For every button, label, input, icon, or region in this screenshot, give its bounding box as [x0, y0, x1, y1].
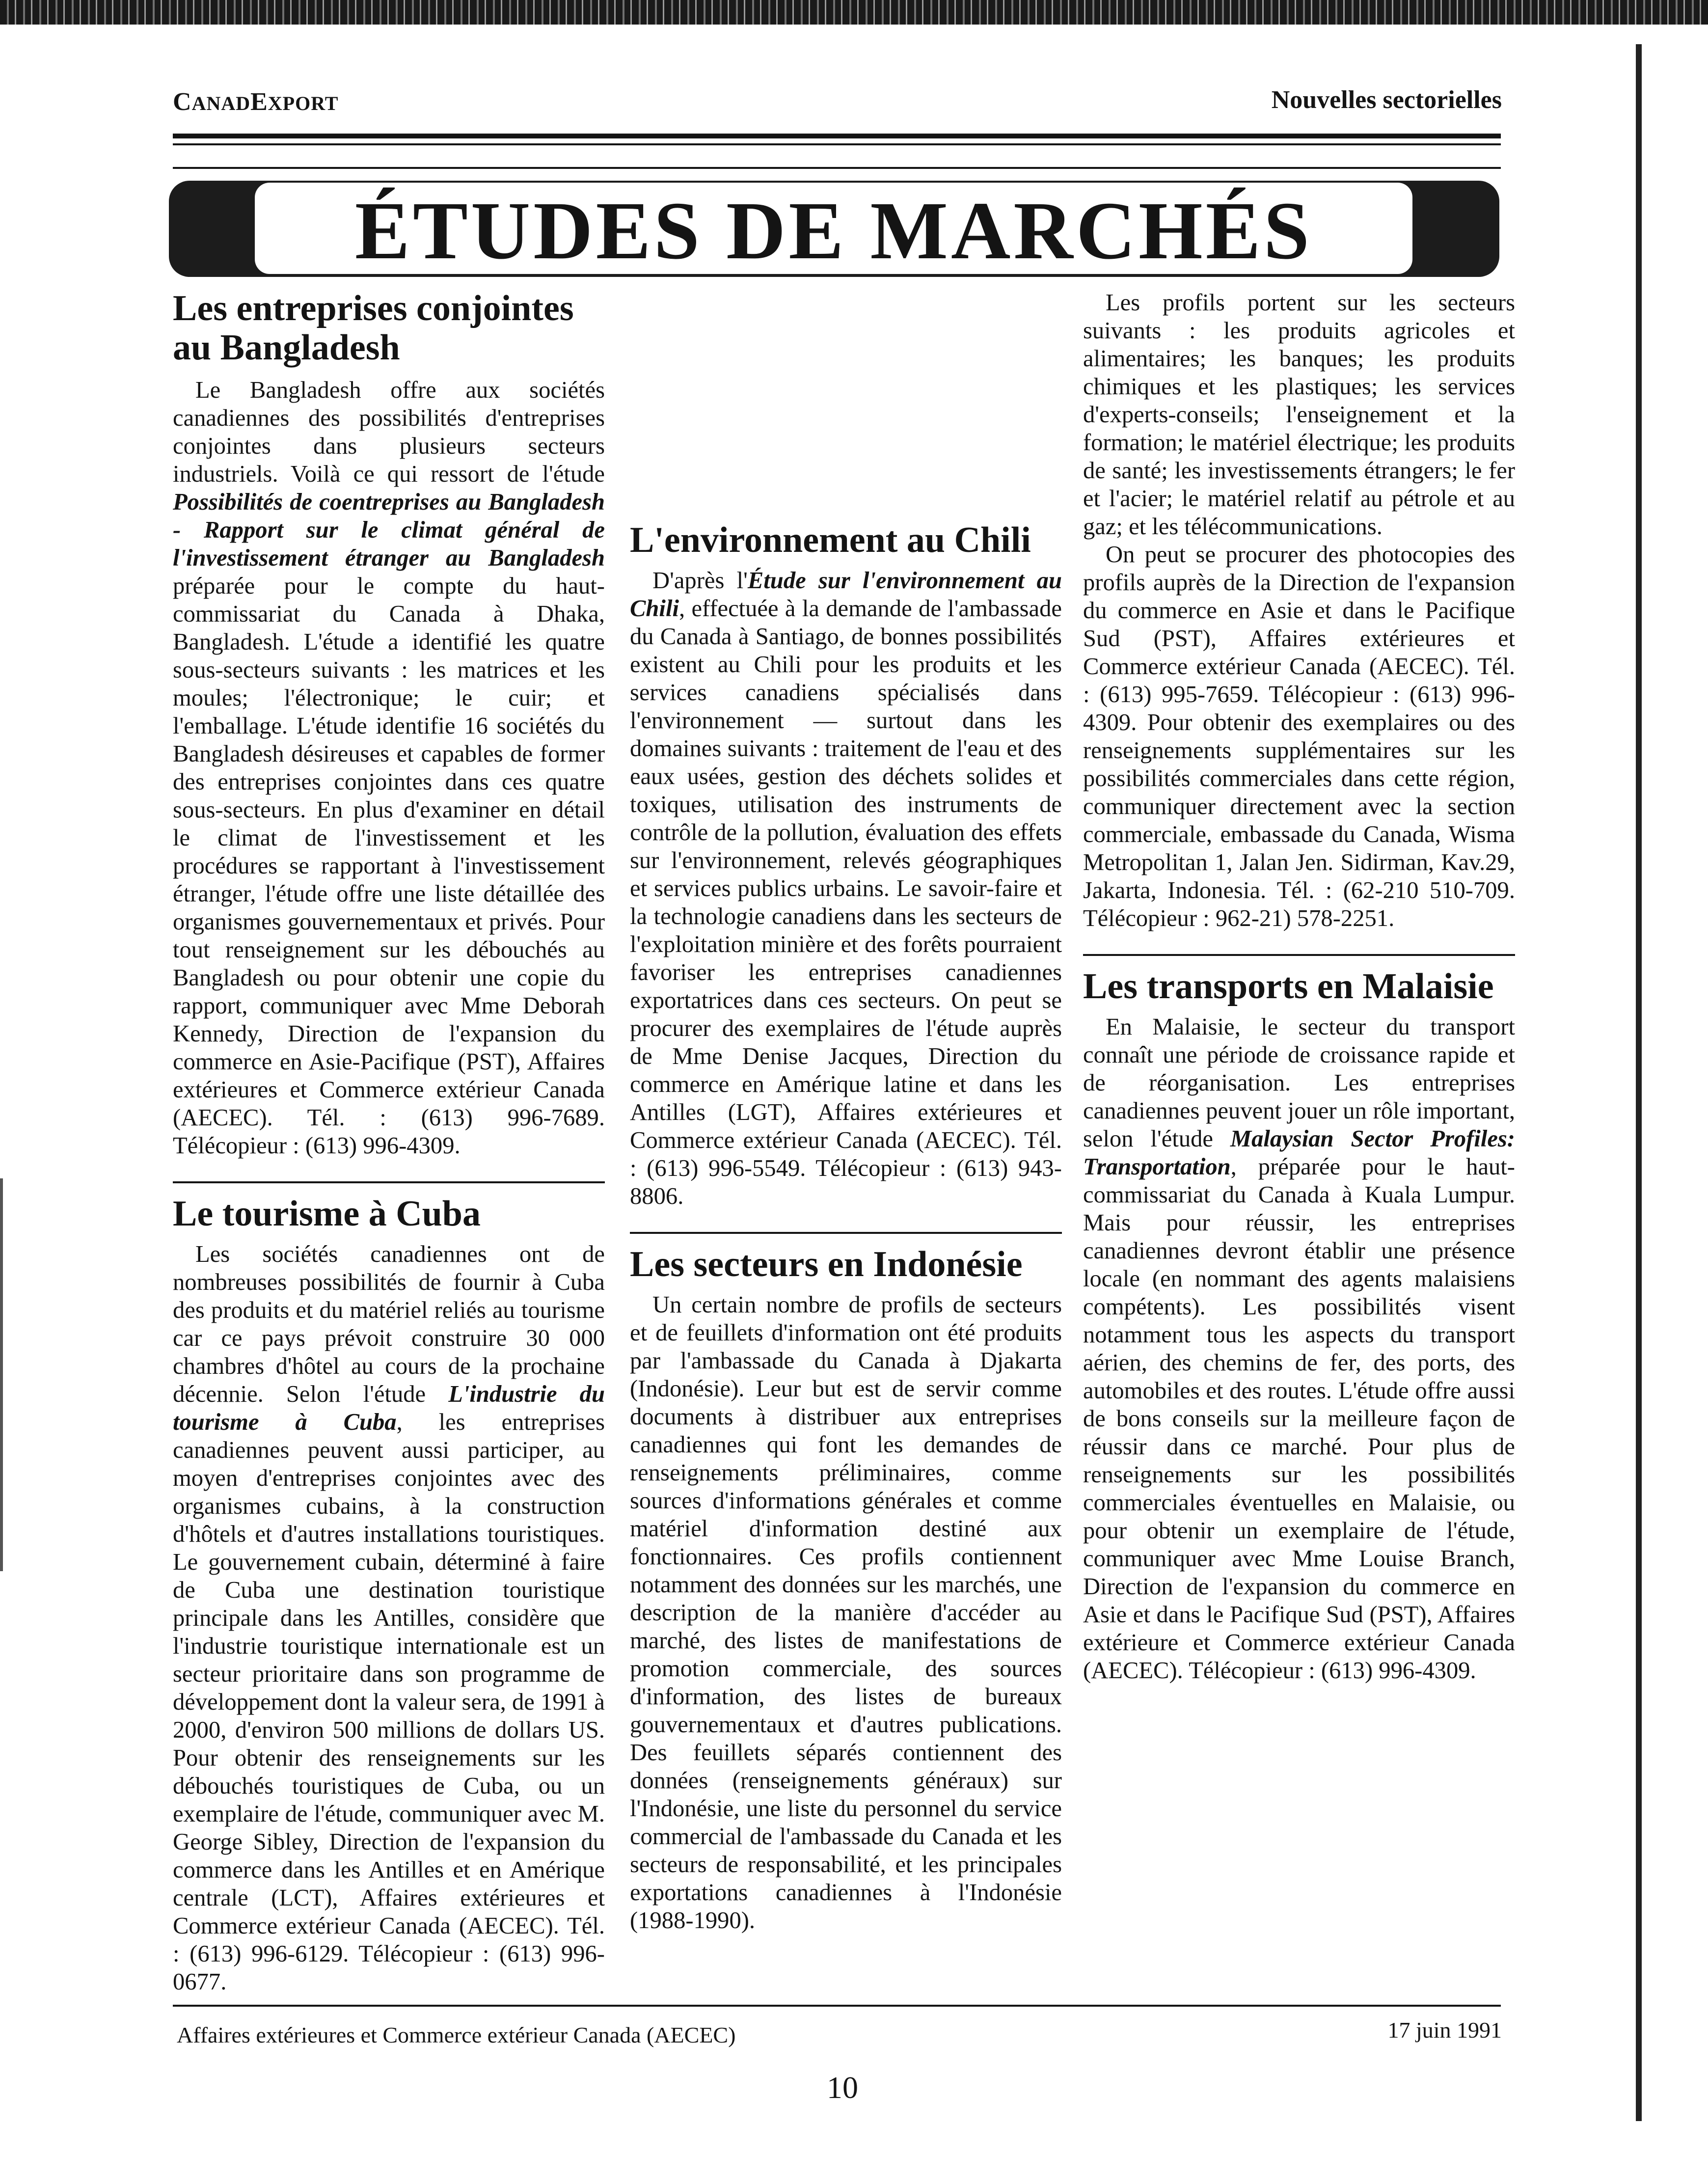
article-title: Les entreprises conjointes au Bangladesh — [173, 288, 574, 368]
footer-date: 17 juin 1991 — [1387, 2017, 1502, 2043]
scan-border-top — [0, 0, 1708, 25]
column-2 — [630, 520, 1062, 1935]
banner-title: ÉTUDES DE MARCHÉS — [354, 185, 1313, 276]
section-name: Nouvelles sectorielles — [1271, 86, 1502, 114]
article-title: Les secteurs en Indonésie — [630, 1244, 1023, 1284]
article-body: En Malaisie, le secteur du transport connaît une période de croissance rapide et de réorganisation. Les entreprises canadiennes peuvent jouer un rôle important, selon l'étude Malaysian Sector Profiles: Transportation, préparée pour le haut-commissariat du Canada à Kuala Lumpur. Mais pour réussir, les entreprises canadiennes devront établir une présence locale (en nommant des agents malaisiens compétents). Les possibilités visent notamment tous les aspects du transport aérien, des chemins de fer, des ports, des automobiles et des routes. L'étude offre aussi de bons conseils sur la meilleure façon de réussir dans ce marché. Pour plus de renseignements sur les possibilités commerciales éventuelles en Malaisie, ou pour obtenir un exemplaire de l'étude, communiquer avec Mme Louise Branch, Direction de l'expansion du commerce en Asie et dans le Pacifique Sud (PST), Affaires extérieure et Commerce extérieur Canada (AECEC). Télécopieur : (613) 996-4309. — [1083, 1013, 1515, 1684]
article-body: Les profils portent sur les secteurs suivants : les produits agricoles et alimentaires; les banques; les produits chimiques et les plastiques; les services d'experts-conseils; l'enseignement et la formation; le matériel électrique; les produits de santé; les investissements étrangers; le fer et l'acier; le matériel relatif au pétrole et au gaz; et les télécommunications. — [1083, 289, 1515, 540]
publication-name: CANADEXPORT — [173, 88, 339, 116]
article-title: Les transports en Malaisie — [1083, 966, 1494, 1007]
article-indonesie — [630, 1245, 1062, 1935]
scan-border-left — [0, 1178, 3, 1571]
article-title: L'environnement au Chili — [630, 520, 1031, 560]
article-chili — [630, 520, 1062, 1210]
article-body: On peut se procurer des photocopies des profils auprès de la Direction de l'expansion du commerce en Asie et dans le Pacifique Sud (PST), Affaires extérieures et Commerce extérieur Canada (AECEC). Tél. : (613) 995-7659. Télécopieur : (613) 996-4309. Pour obtenir des exemplaires ou des renseignements supplémentaires sur les possibilités commerciales dans cette région, communiquer directement avec la section commerciale, embassade du Canada, Wisma Metropolitan 1, Jalan Jen. Sidirman, Kav.29, Jakarta, Indonesia. Tél. : (62-210 510-709. Télécopieur : 962-21) 578-2251. — [1083, 541, 1515, 931]
article-title: Le tourisme à Cuba — [173, 1194, 481, 1234]
footer-rule — [173, 2005, 1501, 2007]
study-title: L'industrie du tourisme à Cuba — [173, 1381, 605, 1435]
footer-publisher: Affaires extérieures et Commerce extérieur Canada (AECEC) — [177, 2022, 736, 2047]
header-rule-thick — [173, 134, 1501, 138]
header-rule-lower — [173, 167, 1501, 169]
header-rule-thin — [173, 143, 1501, 145]
column-3 — [1083, 289, 1515, 1685]
study-title: Possibilités de coentreprises au Bangladesh - Rapport sur le climat général de l'investissement étranger au Bangladesh — [173, 489, 605, 571]
article-separator — [1083, 954, 1515, 956]
article-body: D'après l'Étude sur l'environnement au Chili, effectuée à la demande de l'ambassade du Canada à Santiago, de bonnes possibilités existent au Chili pour les produits et les services canadiens spécialisés dans l'environnement — surtout dans les domaines suivants : traitement de l'eau et des eaux usées, gestion des déchets solides et toxiques, utilisation des instruments de contrôle de la pollution, évaluation des effets sur l'environnement, relevés géographiques et services publics urbains. Le savoir-faire et la technologie canadiens dans les secteurs de l'exploitation minière et des forêts pourraient favoriser les entreprises canadiennes exportatrices dans ces secteurs. On peut se procurer des exemplaires de l'étude auprès de Mme Denise Jacques, Direction du commerce en Amérique latine et dans les Antilles (LGT), Affaires extérieures et Commerce extérieur Canada (AECEC). Tél. : (613) 996-5549. Télécopieur : (613) 943-8806. — [630, 567, 1062, 1209]
article-separator — [173, 1181, 605, 1183]
section-banner-inner — [255, 183, 1412, 274]
article-bangladesh — [173, 289, 605, 1160]
article-cuba — [173, 1194, 605, 1996]
column-1 — [173, 289, 605, 1996]
article-body: Les sociétés canadiennes ont de nombreuses possibilités de fournir à Cuba des produits et du matériel reliés au tourisme car ce pays prévoit construire 30 000 chambres d'hôtel au cours de la prochaine décennie. Selon l'étude L'industrie du tourisme à Cuba, les entreprises canadiennes peuvent aussi participer, au moyen d'entreprises conjointes avec des organismes cubains, à la construction d'hôtels et d'autres installations touristiques. Le gouvernement cubain, déterminé à faire de Cuba une destination touristique principale dans les Antilles, considère que l'industrie touristique internationale est un secteur prioritaire dans son programme de développement dont la valeur sera, de 1991 à 2000, d'environ 500 millions de dollars US. Pour obtenir des renseignements sur les débouchés touristiques de Cuba, ou un exemplaire de l'étude, communiquer avec M. George Sibley, Direction de l'expansion du commerce dans les Antilles et en Amérique centrale (LCT), Affaires extérieures et Commerce extérieur Canada (AECEC). Tél. : (613) 996-6129. Télécopieur : (613) 996-0677. — [173, 1241, 605, 1995]
scan-border-right — [1636, 44, 1642, 2121]
page-number: 10 — [827, 2070, 858, 2105]
article-separator — [630, 1232, 1062, 1234]
section-banner — [169, 181, 1499, 277]
article-malaisie — [1083, 967, 1515, 1685]
study-title: Étude sur l'environnement au Chili — [630, 567, 1062, 622]
article-body: Le Bangladesh offre aux sociétés canadiennes des possibilités d'entreprises conjointes dans plusieurs secteurs industriels. Voilà ce qui ressort de l'étude Possibilités de coentreprises au Bangladesh - Rapport sur le climat général de l'investissement étranger au Bangladesh préparée pour le compte du haut-commissariat du Canada à Dhaka, Bangladesh. L'étude a identifié les quatre sous-secteurs suivants : les matrices et les moules; l'électronique; le cuir; et l'emballage. L'étude identifie 16 sociétés du Bangladesh désireuses et capables de former des entreprises conjointes dans ces quatre sous-secteurs. En plus d'examiner en détail le climat de l'investissement et les procédures se rapportant à l'investissement étranger, l'étude offre une liste détaillée des organismes gouvernementaux et privés. Pour tout renseignement sur les débouchés au Bangladesh ou pour obtenir une copie du rapport, communiquer avec Mme Deborah Kennedy, Direction de l'expansion du commerce en Asie-Pacifique (PST), Affaires extérieures et Commerce extérieur Canada (AECEC). Tél. : (613) 996-7689. Télécopieur : (613) 996-4309. — [173, 377, 605, 1159]
article-body: Un certain nombre de profils de secteurs et de feuillets d'information ont été produits par l'ambassade du Canada à Djakarta (Indonésie). Leur but est de servir comme documents à distribuer aux entreprises canadiennes qui font les demandes de renseignements préliminaires, comme sources d'informations générales et comme matériel d'information destiné aux fonctionnaires. Ces profils contiennent notamment des données sur les marchés, une description de la manière d'accéder au marché, des listes de manifestations de promotion commerciale, des sources d'information, des listes de bureaux gouvernementaux et d'autres publications. Des feuillets séparés contiennent des données (renseignements généraux) sur l'Indonésie, une liste du personnel du service commercial de l'ambassade du Canada et les secteurs de responsabilité, et les principales exportations canadiennes à l'Indonésie (1988-1990). — [630, 1291, 1062, 1934]
study-title: Malaysian Sector Profiles: Transportation — [1083, 1125, 1515, 1180]
